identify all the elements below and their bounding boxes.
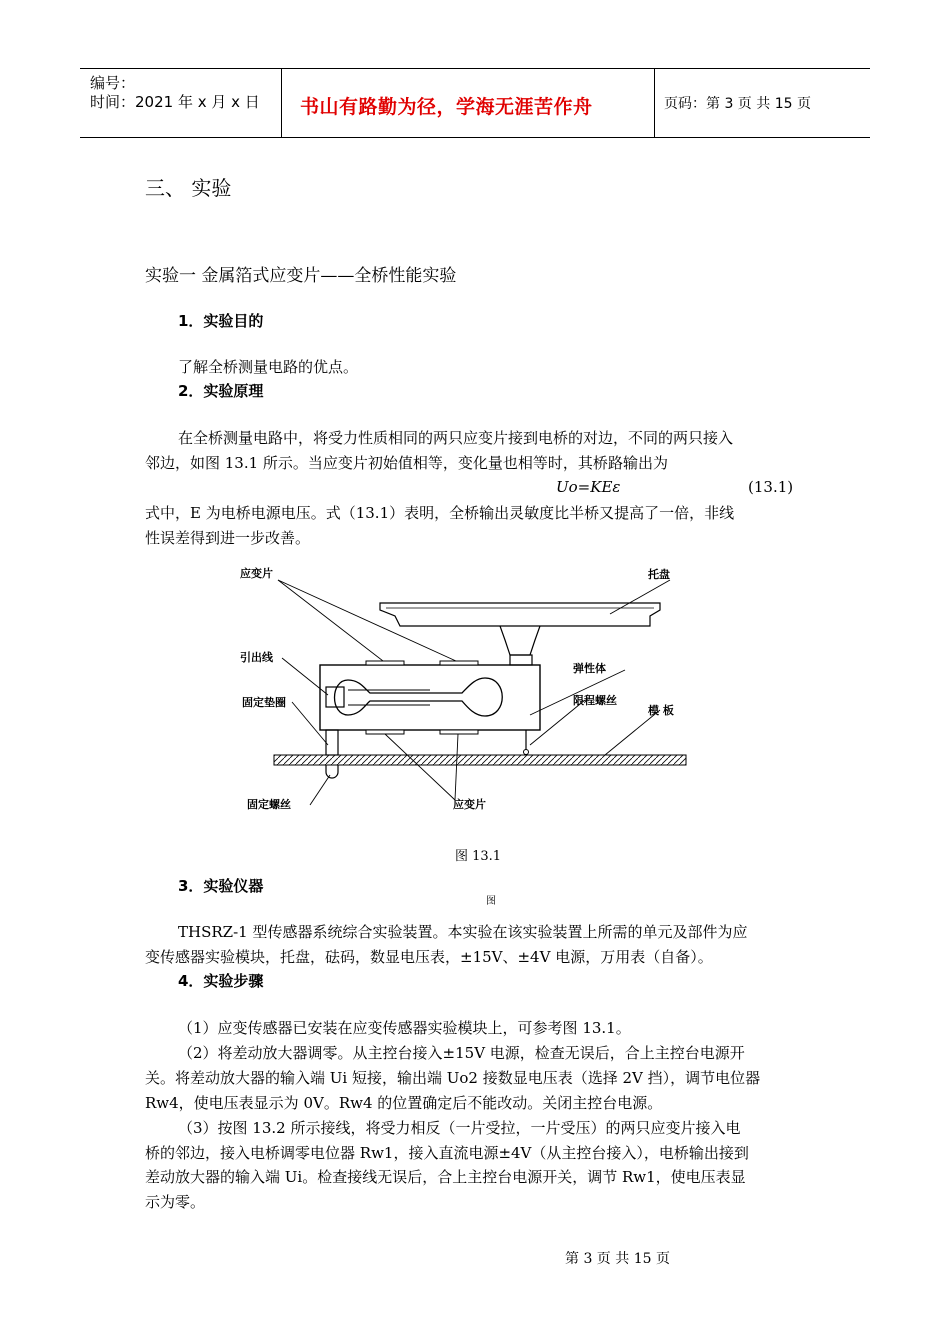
figure-caption: 图 13.1 [455, 849, 502, 864]
step-line: （2）将差动放大器调零。从主控台接入±15V 电源，检查无误后，合上主控台电源开 [178, 1044, 745, 1062]
section-title: 三、 实验 [145, 176, 232, 200]
step-line: 示为零。 [145, 1193, 206, 1211]
step-line: （3）按图 13.2 所示接线，将受力相反（一片受拉，一片受压）的两只应变片接入电 [178, 1119, 741, 1137]
step-line: 桥的邻边，接入电桥调零电位器 Rw1，接入直流电源±4V（从主控台接入），电桥输出接到 [145, 1144, 749, 1162]
label-strain-gauge: 应变片 [453, 798, 486, 811]
formula: Uo=KEε [556, 478, 621, 496]
label-fixed-screw: 固定螺丝 [247, 798, 291, 811]
label-template: 模 板 [648, 704, 674, 717]
header-divider [281, 69, 282, 137]
step-line: 关。将差动放大器的输入端 Ui 短接，输出端 Uo2 接数显电压表（选择 2V 挡），调节电位器 [145, 1069, 761, 1087]
principle-line: 在全桥测量电路中，将受力性质相同的两只应变片接到电桥的对边，不同的两只接入 [178, 429, 734, 447]
small-figure-mark: 图 [486, 896, 496, 907]
footer-page-number: 第 3 页 共 15 页 [565, 1251, 670, 1267]
header-divider [654, 69, 655, 137]
document-time: 时间：2021 年 x 月 x 日 [90, 93, 260, 111]
instruments-line: 变传感器实验模块，托盘，砝码，数显电压表，±15V、±4V 电源，万用表（自备）。 [145, 948, 713, 966]
step-line: 差动放大器的输入端 Ui。检查接线无误后，合上主控台电源开关，调节 Rw1，使电压表显 [145, 1168, 746, 1186]
label-tray: 托盘 [648, 568, 670, 581]
heading-principle: 2．实验原理 [178, 382, 264, 400]
strain-gauge [366, 661, 404, 665]
motto: 书山有路勤为径，学海无涯苦作舟 [300, 96, 593, 118]
label-strain-gauge: 应变片 [240, 567, 273, 580]
strain-gauge [440, 661, 478, 665]
template-plate [274, 755, 686, 765]
instruments-line: THSRZ-1 型传感器系统综合实验装置。本实验在该实验装置上所需的单元及部件为应 [178, 923, 748, 941]
label-elastic-body: 弹性体 [573, 662, 606, 675]
step-line: （1）应变传感器已安装在应变传感器实验模块上，可参考图 13.1。 [178, 1019, 631, 1037]
label-fixed-washer: 固定垫圈 [242, 696, 286, 709]
document-number: 编号： [90, 74, 136, 92]
strain-gauge [366, 730, 404, 734]
purpose-text: 了解全桥测量电路的优点。 [178, 358, 359, 376]
page-info: 页码：第 3 页 共 15 页 [664, 96, 811, 112]
heading-steps: 4．实验步骤 [178, 972, 264, 990]
heading-instruments: 3．实验仪器 [178, 877, 264, 895]
principle-line: 性误差得到进一步改善。 [145, 529, 311, 547]
experiment-title: 实验一 金属箔式应变片——全桥性能实验 [145, 266, 457, 286]
tray [380, 603, 660, 626]
strain-gauge-diagram [230, 560, 730, 820]
principle-line: 邻边，如图 13.1 所示。当应变片初始值相等，变化量也相等时，其桥路输出为 [145, 454, 668, 472]
step-line: Rw4，使电压表显示为 0V。Rw4 的位置确定后不能改动。关闭主控台电源。 [145, 1094, 663, 1112]
principle-line: 式中，E 为电桥电源电压。式（13.1）表明，全桥输出灵敏度比半桥又提高了一倍，非线 [145, 504, 735, 522]
label-lead-wire: 引出线 [240, 651, 273, 664]
elastic-body [320, 665, 540, 730]
strain-gauge [440, 730, 478, 734]
heading-purpose: 1．实验目的 [178, 312, 264, 330]
formula-number: (13.1) [748, 478, 794, 496]
label-limit-screw: 限程螺丝 [573, 694, 617, 707]
